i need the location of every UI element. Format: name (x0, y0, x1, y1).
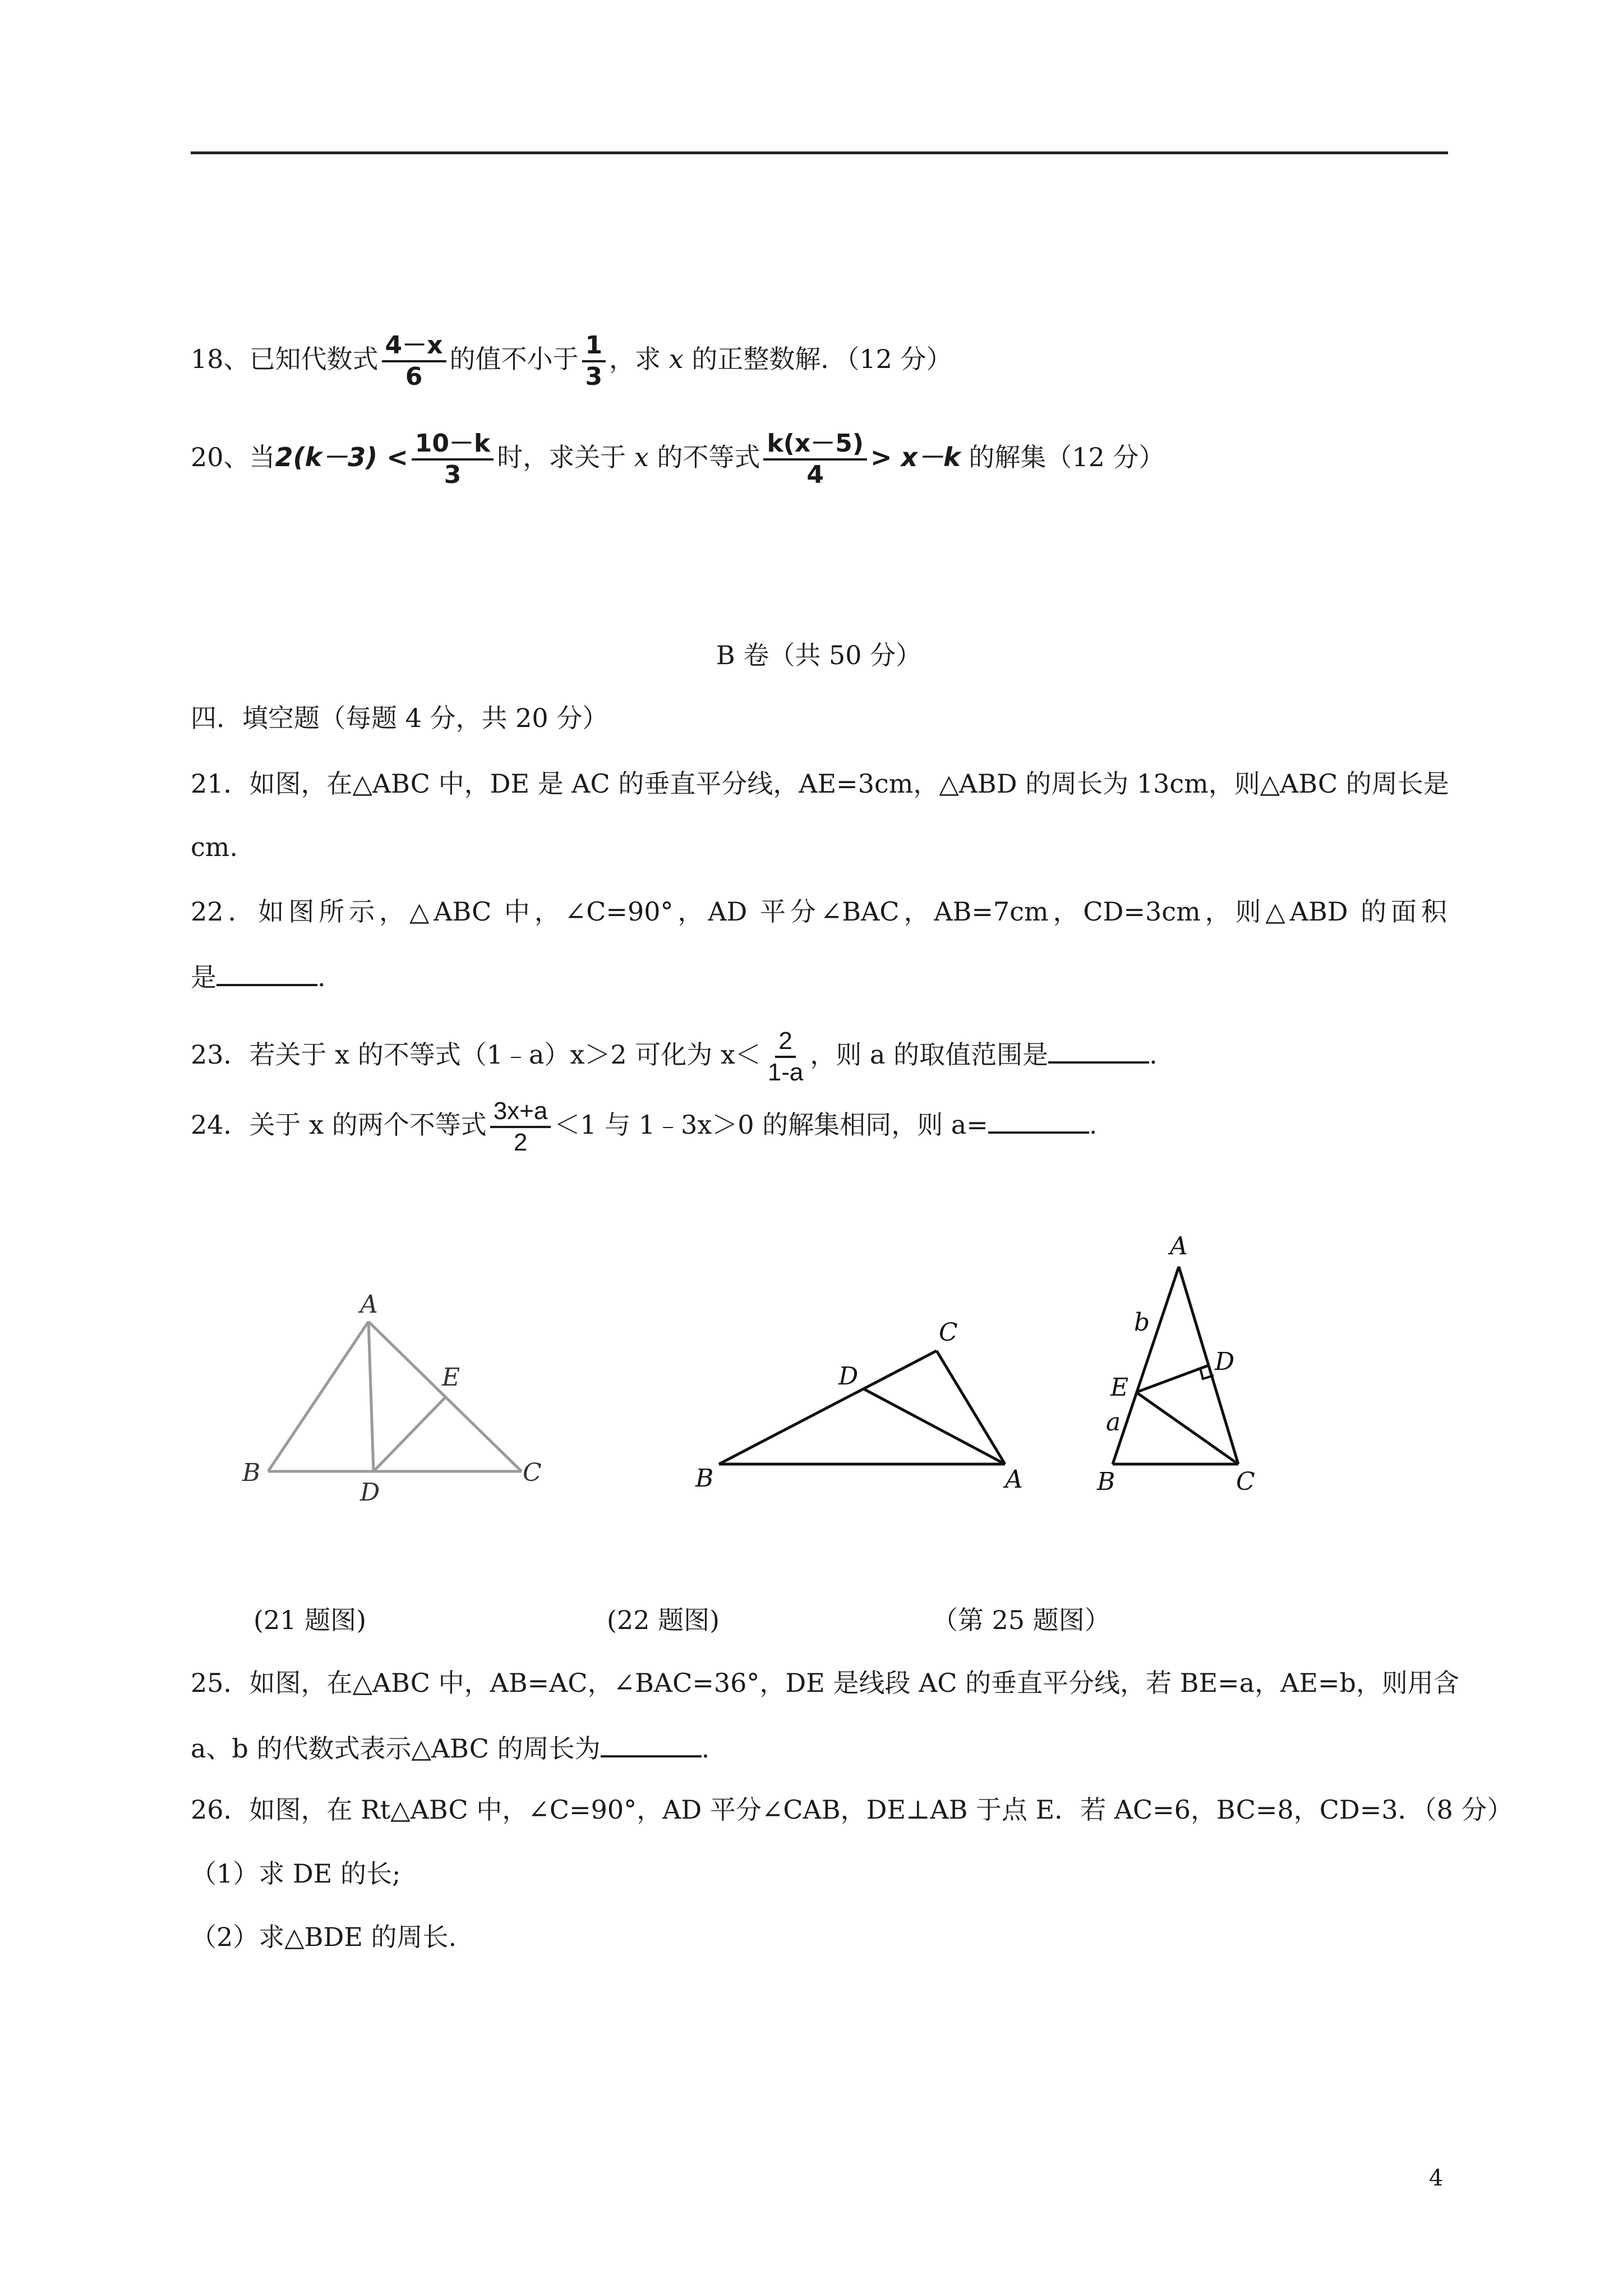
fig21-label-c: C (523, 1458, 542, 1487)
fig21-label-d: D (360, 1478, 380, 1507)
question-26-line-1: 26．如图，在 Rt△ABC 中，∠C=90°，AD 平分∠CAB，DE⊥AB 于点 E．若 AC=6，BC=8，CD=3．（8 分） (191, 1795, 1513, 1825)
caption-21: (21 题图) (253, 1605, 367, 1635)
q24-fraction: $\frac{3x+a}{2}$ (490, 1097, 551, 1157)
q23-fraction: $\frac{2}{1-a}$ (767, 1027, 804, 1086)
question-21-line-1: 21．如图，在△ABC 中，DE 是 AC 的垂直平分线，AE=3cm，△ABD 的周长为 13cm，则△ABC 的周长是 (191, 769, 1449, 799)
question-26-sub-1: （1）求 DE 的长; (191, 1858, 401, 1889)
q18-suffix: 的正整数解．（12 分） (691, 344, 952, 374)
q18-fraction-2: $\frac{1}{3}$ (582, 331, 606, 392)
fig25-label-a-side: a (1106, 1408, 1121, 1437)
fig21-segment-de (374, 1397, 446, 1471)
question-25-line-2: a、b 的代数式表示△ABC 的周长为 . (191, 1729, 1447, 1765)
page-number: 4 (1429, 2165, 1444, 2191)
q18-text-2: ，求 (609, 344, 661, 374)
fig25-label-c: C (1236, 1467, 1255, 1496)
q18-text-1: 的值不小于 (449, 344, 579, 374)
answer-blank-22 (216, 958, 317, 986)
answer-blank-24 (988, 1106, 1089, 1134)
fig21-segment-ad (368, 1322, 374, 1471)
question-18 (191, 331, 1447, 392)
q20-fraction-1: $\frac{10-k}{3}$ (412, 429, 494, 490)
figure-25 (1088, 1223, 1301, 1494)
header-rule (191, 151, 1448, 154)
fig22-side-bc (719, 1351, 937, 1464)
fig21-label-b: B (242, 1458, 261, 1487)
fig21-label-a: A (360, 1290, 378, 1319)
answer-blank-25 (601, 1729, 702, 1757)
question-21-line-2: cm. (191, 832, 238, 862)
fig25-label-e: E (1110, 1373, 1129, 1402)
q20-suffix: 的解集（12 分） (969, 442, 1165, 472)
q20-expression-1: 2(k－3) < (275, 442, 408, 472)
fig21-label-e: E (442, 1363, 460, 1392)
section-b-title: B 卷（共 50 分） (716, 640, 922, 670)
q20-prefix: 20、当 (191, 442, 275, 472)
fig25-label-a: A (1170, 1232, 1188, 1260)
fig25-label-b-side: b (1134, 1308, 1150, 1337)
question-26-sub-2: （2）求△BDE 的周长. (191, 1922, 457, 1952)
caption-22: (22 题图) (607, 1605, 720, 1635)
question-25-line-1: 25．如图，在△ABC 中，AB=AC，∠BAC=36°，DE 是线段 AC 的垂直平分线，若 BE=a，AE=b，则用含 (191, 1668, 1459, 1698)
caption-25: （第 25 题图） (932, 1605, 1110, 1635)
fig25-label-b: B (1097, 1467, 1115, 1496)
q20-fraction-2: $\frac{k(x-5)}{4}$ (763, 429, 866, 490)
question-22-line-1: 22．如图所示，△ABC 中，∠C=90°，AD 平分∠BAC，AB=7cm，CD=3cm，则△ABD 的面积 (191, 896, 1447, 927)
q18-variable: x (668, 344, 684, 374)
part-4-heading: 四．填空题（每题 4 分，共 20 分） (191, 703, 608, 733)
fig25-side-ab (1113, 1267, 1179, 1464)
fig25-segment-ed (1136, 1365, 1209, 1392)
q18-prefix: 18、已知代数式 (191, 344, 379, 374)
fig22-label-b: B (695, 1464, 714, 1493)
question-22-line-2: 是 . (191, 958, 1447, 994)
question-23: 23．若关于 x 的不等式（1﹣a）x＞2 可化为 x＜ $\frac{2}{1-a}$ ，则 a 的取值范围是 . (191, 1027, 1158, 1086)
fig22-label-a: A (1005, 1465, 1023, 1494)
fig25-segment-ec (1136, 1392, 1238, 1464)
q18-fraction-1: $\frac{4-x}{6}$ (382, 331, 446, 392)
fig22-label-d: D (838, 1362, 859, 1391)
answer-blank-23 (1048, 1036, 1149, 1064)
q20-variable: x (634, 442, 649, 472)
question-20 (191, 429, 1447, 490)
question-24: 24．关于 x 的两个不等式 $\frac{3x+a}{2}$ ＜1 与 1﹣3x＞0 的解集相同，则 a= . (191, 1097, 1098, 1156)
q20-text-1: 时，求关于 (497, 442, 626, 472)
figure-21 (236, 1279, 583, 1517)
fig22-label-c: C (939, 1318, 958, 1347)
fig21-side-ab (268, 1322, 368, 1471)
q20-text-2: 的不等式 (657, 442, 760, 472)
fig25-label-d: D (1215, 1347, 1235, 1376)
q20-expression-2: > x－k (870, 442, 961, 472)
figure-22 (684, 1301, 1043, 1506)
